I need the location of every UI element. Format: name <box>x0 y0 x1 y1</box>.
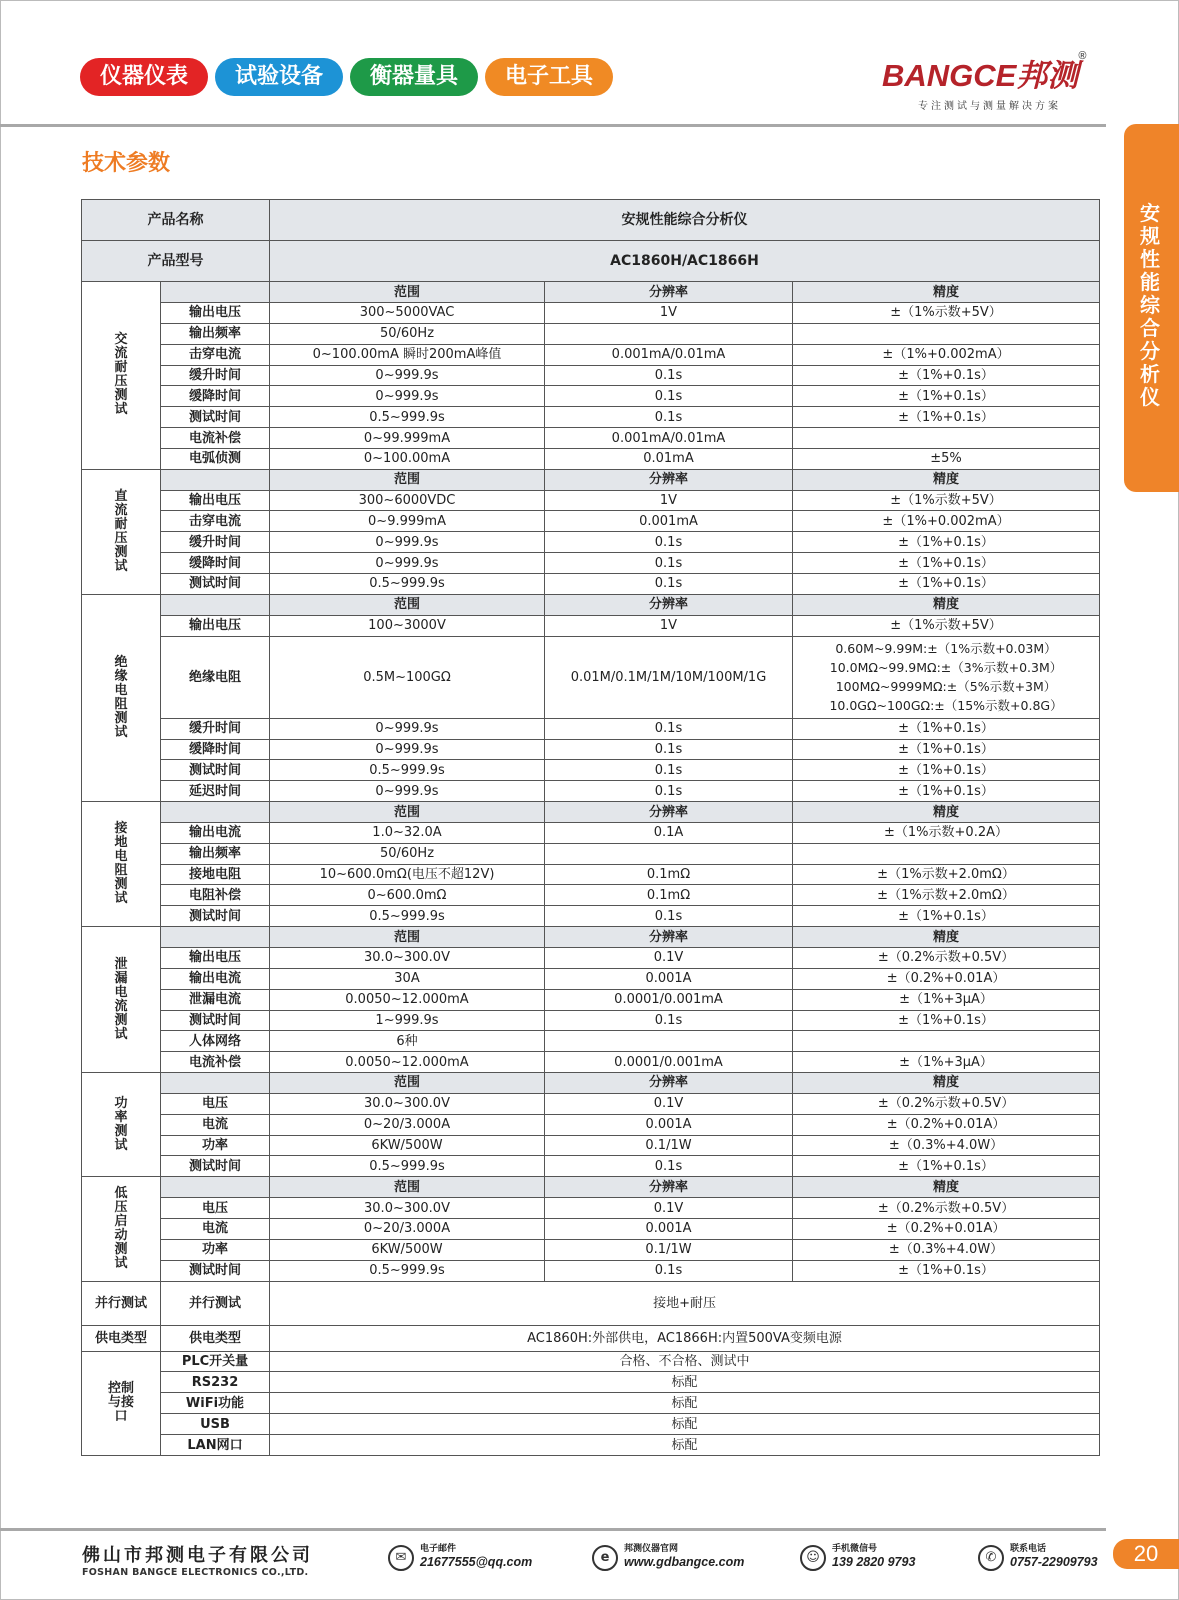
range-value: 100~3000V <box>270 615 545 636</box>
param-name: 输出电压 <box>161 615 270 636</box>
resolution-value: 0.1s <box>545 365 793 386</box>
resolution-value: 0.1s <box>545 553 793 574</box>
header-divider <box>0 124 1106 127</box>
table-row <box>82 843 1100 864</box>
phone-icon: ✆ <box>978 1545 1004 1571</box>
table-row <box>82 615 1100 636</box>
table-row <box>82 760 1100 781</box>
table-row <box>82 490 1100 511</box>
group-category-label: 泄漏电流测试 <box>114 956 128 1042</box>
model-label: 产品型号 <box>82 241 270 282</box>
brand-logo <box>882 50 1122 112</box>
param-name: 功率 <box>161 1239 270 1260</box>
product-name-label: 产品名称 <box>82 200 270 241</box>
accuracy-value: ±（1%+3μA） <box>793 989 1100 1010</box>
table-row <box>82 1198 1100 1219</box>
range-value: 1~999.9s <box>270 1010 545 1031</box>
resolution-value: 1V <box>545 490 793 511</box>
group-header-row <box>82 1177 1100 1198</box>
resolution-value: 1V <box>545 303 793 324</box>
blank-header-cell <box>161 594 270 615</box>
range-value: 0.5~999.9s <box>270 1156 545 1177</box>
table-row <box>82 989 1100 1010</box>
spec-table <box>81 199 1100 1456</box>
resolution-value: 0.1s <box>545 718 793 739</box>
logo-brand: BANGCE邦测 <box>882 58 1079 93</box>
table-row <box>82 365 1100 386</box>
col-header-resolution: 分辨率 <box>545 1073 793 1094</box>
resolution-value <box>545 843 793 864</box>
param-name: 输出电压 <box>161 948 270 969</box>
param-name: 电流 <box>161 1114 270 1135</box>
accuracy-value: ±（1%+0.002mA） <box>793 511 1100 532</box>
company-name-en: FOSHAN BANGCE ELECTRONICS CO.,LTD. <box>82 1567 309 1578</box>
parallel-label: 并行测试 <box>161 1281 270 1325</box>
param-name: 输出电压 <box>161 303 270 324</box>
accuracy-value: ±（0.2%+0.01A） <box>793 1218 1100 1239</box>
table-row <box>82 511 1100 532</box>
accuracy-value: ±（1%+0.1s） <box>793 760 1100 781</box>
col-header-range: 范围 <box>270 1177 545 1198</box>
category-pill-test-equipment[interactable]: 试验设备 <box>215 58 343 96</box>
accuracy-value: ±（1%+0.1s） <box>793 1156 1100 1177</box>
param-name: 击穿电流 <box>161 344 270 365</box>
resolution-value: 0.1V <box>545 1093 793 1114</box>
table-row <box>82 323 1100 344</box>
group-header-row <box>82 1073 1100 1094</box>
resolution-value: 0.1mΩ <box>545 864 793 885</box>
model-value: AC1860H/AC1866H <box>270 241 1100 282</box>
col-header-range: 范围 <box>270 594 545 615</box>
category-pill-electronic-tools[interactable]: 电子工具 <box>485 58 613 96</box>
table-row <box>82 1156 1100 1177</box>
col-header-accuracy: 精度 <box>793 802 1100 823</box>
col-header-accuracy: 精度 <box>793 282 1100 303</box>
table-row <box>82 407 1100 428</box>
resolution-value: 0.1A <box>545 822 793 843</box>
resolution-value: 0.01M/0.1M/1M/10M/100M/1G <box>545 636 793 718</box>
accuracy-value: ±（0.3%+4.0W） <box>793 1239 1100 1260</box>
col-header-range: 范围 <box>270 927 545 948</box>
resolution-value: 0.1s <box>545 781 793 802</box>
param-name: 测试时间 <box>161 1156 270 1177</box>
power-value: AC1860H:外部供电，AC1866H:内置500VA变频电源 <box>270 1325 1100 1351</box>
wechat-icon: ☺ <box>800 1545 826 1571</box>
group-header-row <box>82 802 1100 823</box>
accuracy-value: ±（0.2%+0.01A） <box>793 968 1100 989</box>
param-name: 输出电流 <box>161 968 270 989</box>
resolution-value: 0.1s <box>545 739 793 760</box>
group-category-label: 接地电阻测试 <box>114 821 128 907</box>
parallel-row <box>82 1281 1100 1325</box>
accuracy-value: 0.60M~9.99M:±（1%示数+0.03M） 10.0MΩ~99.9MΩ:±（3%示数+0.3M） 100MΩ~9999MΩ:±（5%示数+3M） 10.0GΩ~100GΩ:±（15%示数+0.8G） <box>793 636 1100 718</box>
resolution-value <box>545 1031 793 1052</box>
group-category-label: 交流耐压测试 <box>114 332 128 418</box>
range-value: 0~20/3.000A <box>270 1218 545 1239</box>
resolution-value: 0.1s <box>545 760 793 781</box>
param-name: 缓降时间 <box>161 386 270 407</box>
accuracy-value: ±（1%+0.1s） <box>793 553 1100 574</box>
table-row <box>82 1260 1100 1281</box>
param-name: 测试时间 <box>161 1260 270 1281</box>
table-row <box>82 968 1100 989</box>
table-row <box>82 1093 1100 1114</box>
range-value: 0~99.999mA <box>270 428 545 449</box>
group-category <box>82 469 161 594</box>
param-value: 标配 <box>270 1372 1100 1393</box>
resolution-value: 0.01mA <box>545 448 793 469</box>
group-category <box>82 927 161 1073</box>
range-value: 6KW/500W <box>270 1135 545 1156</box>
range-value: 0.0050~12.000mA <box>270 1052 545 1073</box>
param-name: 测试时间 <box>161 760 270 781</box>
col-header-range: 范围 <box>270 802 545 823</box>
section-title: 技术参数 <box>82 151 171 176</box>
table-row <box>82 822 1100 843</box>
param-name: 测试时间 <box>161 906 270 927</box>
param-name: USB <box>161 1414 270 1435</box>
contact-label: 联系电话 <box>1010 1544 1047 1554</box>
accuracy-value: ±（1%+0.1s） <box>793 781 1100 802</box>
blank-header-cell <box>161 282 270 303</box>
param-name: 击穿电流 <box>161 511 270 532</box>
accuracy-value: ±（1%+0.1s） <box>793 532 1100 553</box>
resolution-value: 0.1s <box>545 1010 793 1031</box>
param-name: WiFi功能 <box>161 1393 270 1414</box>
group-category <box>82 594 161 801</box>
group-category-label: 功率测试 <box>114 1095 128 1153</box>
resolution-value: 0.1mΩ <box>545 885 793 906</box>
param-name: 电弧侦测 <box>161 448 270 469</box>
footer-divider <box>0 1528 1106 1531</box>
contact-value[interactable]: 0757-22909793 <box>1010 1555 1098 1569</box>
param-name: 电压 <box>161 1198 270 1219</box>
param-name: 电流补偿 <box>161 428 270 449</box>
accuracy-value: ±（0.2%示数+0.5V） <box>793 948 1100 969</box>
resolution-value <box>545 323 793 344</box>
param-name: 延迟时间 <box>161 781 270 802</box>
resolution-value: 0.001mA/0.01mA <box>545 428 793 449</box>
table-row <box>82 303 1100 324</box>
contact-value[interactable]: www.gdbangce.com <box>624 1555 745 1569</box>
param-name: 输出电流 <box>161 822 270 843</box>
category-pill-weighing[interactable]: 衡器量具 <box>350 58 478 96</box>
param-name: 缓降时间 <box>161 739 270 760</box>
parallel-category: 并行测试 <box>82 1281 161 1325</box>
accuracy-value: ±（1%示数+2.0mΩ） <box>793 864 1100 885</box>
accuracy-value: ±（1%+0.1s） <box>793 574 1100 595</box>
blank-header-cell <box>161 1177 270 1198</box>
web-icon: e <box>592 1545 618 1571</box>
blank-header-cell <box>161 469 270 490</box>
param-name: 电阻补偿 <box>161 885 270 906</box>
range-value: 0.5~999.9s <box>270 574 545 595</box>
accuracy-value: ±（1%+0.1s） <box>793 407 1100 428</box>
accuracy-value: ±（0.3%+4.0W） <box>793 1135 1100 1156</box>
range-value: 30A <box>270 968 545 989</box>
table-row <box>82 718 1100 739</box>
product-name-value: 安规性能综合分析仪 <box>270 200 1100 241</box>
resolution-value: 0.001A <box>545 968 793 989</box>
param-name: 缓升时间 <box>161 365 270 386</box>
accuracy-value: ±（1%示数+2.0mΩ） <box>793 885 1100 906</box>
param-value: 合格、不合格、测试中 <box>270 1351 1100 1372</box>
table-row <box>82 885 1100 906</box>
table-row <box>82 1414 1100 1435</box>
resolution-value: 0.1V <box>545 948 793 969</box>
accuracy-value <box>793 1031 1100 1052</box>
group-category <box>82 282 161 470</box>
col-header-resolution: 分辨率 <box>545 802 793 823</box>
logo-reg-mark: ® <box>1078 50 1087 62</box>
range-value: 6种 <box>270 1031 545 1052</box>
table-row <box>82 448 1100 469</box>
range-value: 50/60Hz <box>270 843 545 864</box>
group-category <box>82 1177 161 1281</box>
accuracy-value: ±（1%示数+0.2A） <box>793 822 1100 843</box>
param-name: 缓降时间 <box>161 553 270 574</box>
group-category-label: 直流耐压测试 <box>114 488 128 574</box>
group-category-label: 绝缘电阻测试 <box>114 654 128 740</box>
param-name: 绝缘电阻 <box>161 636 270 718</box>
group-category-label: 低压启动测试 <box>114 1185 128 1271</box>
table-row <box>82 864 1100 885</box>
table-row <box>82 386 1100 407</box>
table-row <box>82 636 1100 718</box>
resolution-value: 0.1s <box>545 532 793 553</box>
accuracy-value: ±（1%+0.1s） <box>793 386 1100 407</box>
resolution-value: 0.001A <box>545 1218 793 1239</box>
col-header-resolution: 分辨率 <box>545 594 793 615</box>
col-header-resolution: 分辨率 <box>545 927 793 948</box>
range-value: 0~999.9s <box>270 718 545 739</box>
table-row <box>82 553 1100 574</box>
logo-tagline: 专注测试与测量解决方案 <box>918 101 1061 112</box>
param-name: 电流补偿 <box>161 1052 270 1073</box>
accuracy-value: ±（1%+0.1s） <box>793 718 1100 739</box>
param-name: RS232 <box>161 1372 270 1393</box>
param-value: 标配 <box>270 1435 1100 1456</box>
group-category-label: 控制与接口 <box>107 1381 134 1425</box>
range-value: 0~100.00mA 瞬时200mA峰值 <box>270 344 545 365</box>
range-value: 6KW/500W <box>270 1239 545 1260</box>
contact-value[interactable]: 139 2820 9793 <box>832 1555 916 1569</box>
col-header-resolution: 分辨率 <box>545 1177 793 1198</box>
param-value: 标配 <box>270 1393 1100 1414</box>
accuracy-value: ±（1%+0.002mA） <box>793 344 1100 365</box>
range-value: 0.5~999.9s <box>270 407 545 428</box>
param-name: 接地电阻 <box>161 864 270 885</box>
table-row <box>82 1114 1100 1135</box>
range-value: 0~999.9s <box>270 553 545 574</box>
group-category <box>82 1073 161 1177</box>
col-header-accuracy: 精度 <box>793 469 1100 490</box>
resolution-value: 0.1V <box>545 1198 793 1219</box>
table-row <box>82 574 1100 595</box>
resolution-value: 0.1/1W <box>545 1135 793 1156</box>
parallel-value: 接地+耐压 <box>270 1281 1100 1325</box>
accuracy-value: ±（1%示数+5V） <box>793 615 1100 636</box>
accuracy-value <box>793 323 1100 344</box>
param-name: LAN网口 <box>161 1435 270 1456</box>
range-value: 0.5~999.9s <box>270 760 545 781</box>
range-value: 300~6000VDC <box>270 490 545 511</box>
table-row <box>82 1031 1100 1052</box>
group-header-row <box>82 594 1100 615</box>
param-name: PLC开关量 <box>161 1351 270 1372</box>
range-value: 30.0~300.0V <box>270 948 545 969</box>
range-value: 300~5000VAC <box>270 303 545 324</box>
resolution-value: 0.1s <box>545 1156 793 1177</box>
table-row <box>82 948 1100 969</box>
range-value: 30.0~300.0V <box>270 1198 545 1219</box>
param-name: 电压 <box>161 1093 270 1114</box>
param-name: 测试时间 <box>161 574 270 595</box>
page-number: 20 <box>1113 1539 1179 1569</box>
accuracy-value <box>793 843 1100 864</box>
blank-header-cell <box>161 927 270 948</box>
col-header-range: 范围 <box>270 469 545 490</box>
blank-header-cell <box>161 802 270 823</box>
range-value: 10~600.0mΩ(电压不超12V) <box>270 864 545 885</box>
range-value: 0.5~999.9s <box>270 1260 545 1281</box>
table-row <box>82 1052 1100 1073</box>
range-value: 0~999.9s <box>270 781 545 802</box>
table-row <box>82 532 1100 553</box>
accuracy-value: ±（1%示数+5V） <box>793 303 1100 324</box>
table-row <box>82 1393 1100 1414</box>
col-header-resolution: 分辨率 <box>545 282 793 303</box>
accuracy-value: ±（1%+0.1s） <box>793 906 1100 927</box>
table-row <box>82 906 1100 927</box>
category-pill-instruments[interactable]: 仪器仪表 <box>80 58 208 96</box>
resolution-value: 0.1s <box>545 386 793 407</box>
accuracy-value: ±（0.2%+0.01A） <box>793 1114 1100 1135</box>
resolution-value: 0.001mA <box>545 511 793 532</box>
range-value: 0~100.00mA <box>270 448 545 469</box>
table-row <box>82 428 1100 449</box>
resolution-value: 0.1s <box>545 906 793 927</box>
group-category <box>82 1351 161 1455</box>
group-header-row <box>82 469 1100 490</box>
range-value: 0.5M~100GΩ <box>270 636 545 718</box>
group-header-row <box>82 927 1100 948</box>
param-name: 缓升时间 <box>161 532 270 553</box>
table-row <box>82 739 1100 760</box>
param-name: 输出频率 <box>161 843 270 864</box>
table-row <box>82 1351 1100 1372</box>
contact-value[interactable]: 21677555@qq.com <box>420 1555 533 1569</box>
col-header-accuracy: 精度 <box>793 1073 1100 1094</box>
range-value: 0~999.9s <box>270 532 545 553</box>
table-row <box>82 1135 1100 1156</box>
col-header-accuracy: 精度 <box>793 594 1100 615</box>
range-value: 0~600.0mΩ <box>270 885 545 906</box>
range-value: 1.0~32.0A <box>270 822 545 843</box>
param-name: 输出电压 <box>161 490 270 511</box>
range-value: 0.5~999.9s <box>270 906 545 927</box>
power-category: 供电类型 <box>82 1325 161 1351</box>
col-header-range: 范围 <box>270 282 545 303</box>
resolution-value: 0.0001/0.001mA <box>545 1052 793 1073</box>
col-header-range: 范围 <box>270 1073 545 1094</box>
param-name: 缓升时间 <box>161 718 270 739</box>
resolution-value: 0.001mA/0.01mA <box>545 344 793 365</box>
range-value: 0.0050~12.000mA <box>270 989 545 1010</box>
blank-header-cell <box>161 1073 270 1094</box>
resolution-value: 1V <box>545 615 793 636</box>
resolution-value: 0.1s <box>545 574 793 595</box>
param-name: 功率 <box>161 1135 270 1156</box>
param-name: 电流 <box>161 1218 270 1239</box>
company-name-cn: 佛山市邦测电子有限公司 <box>82 1545 313 1566</box>
table-row <box>82 344 1100 365</box>
resolution-value: 0.1/1W <box>545 1239 793 1260</box>
range-value: 0~999.9s <box>270 386 545 407</box>
accuracy-value: ±（0.2%示数+0.5V） <box>793 1093 1100 1114</box>
accuracy-value: ±（1%+3μA） <box>793 1052 1100 1073</box>
range-value: 50/60Hz <box>270 323 545 344</box>
group-header-row <box>82 282 1100 303</box>
side-tab-label: 安规性能综合分析仪 <box>1140 201 1160 409</box>
power-label: 供电类型 <box>161 1325 270 1351</box>
range-value: 0~999.9s <box>270 365 545 386</box>
table-row <box>82 781 1100 802</box>
contact-label: 手机微信号 <box>832 1544 878 1554</box>
param-name: 测试时间 <box>161 1010 270 1031</box>
col-header-resolution: 分辨率 <box>545 469 793 490</box>
table-row <box>82 1372 1100 1393</box>
resolution-value: 0.1s <box>545 407 793 428</box>
col-header-accuracy: 精度 <box>793 927 1100 948</box>
accuracy-value <box>793 428 1100 449</box>
param-name: 泄漏电流 <box>161 989 270 1010</box>
accuracy-value: ±（1%示数+5V） <box>793 490 1100 511</box>
resolution-value: 0.0001/0.001mA <box>545 989 793 1010</box>
range-value: 0~20/3.000A <box>270 1114 545 1135</box>
accuracy-value: ±（1%+0.1s） <box>793 1260 1100 1281</box>
accuracy-value: ±（1%+0.1s） <box>793 365 1100 386</box>
mail-icon: ✉ <box>388 1545 414 1571</box>
param-name: 人体网络 <box>161 1031 270 1052</box>
company-block <box>82 1541 313 1578</box>
accuracy-value: ±5% <box>793 448 1100 469</box>
col-header-accuracy: 精度 <box>793 1177 1100 1198</box>
contact-label: 电子邮件 <box>420 1544 457 1554</box>
range-value: 0~999.9s <box>270 739 545 760</box>
resolution-value: 0.1s <box>545 1260 793 1281</box>
accuracy-value: ±（1%+0.1s） <box>793 1010 1100 1031</box>
accuracy-value: ±（0.2%示数+0.5V） <box>793 1198 1100 1219</box>
param-name: 测试时间 <box>161 407 270 428</box>
table-row <box>82 1239 1100 1260</box>
range-value: 30.0~300.0V <box>270 1093 545 1114</box>
table-row <box>82 1435 1100 1456</box>
resolution-value: 0.001A <box>545 1114 793 1135</box>
power-row <box>82 1325 1100 1351</box>
param-name: 输出频率 <box>161 323 270 344</box>
contact-label: 邦测仪器官网 <box>624 1544 679 1554</box>
param-value: 标配 <box>270 1414 1100 1435</box>
range-value: 0~9.999mA <box>270 511 545 532</box>
accuracy-value: ±（1%+0.1s） <box>793 739 1100 760</box>
table-row <box>82 1218 1100 1239</box>
group-category <box>82 802 161 927</box>
table-row <box>82 1010 1100 1031</box>
